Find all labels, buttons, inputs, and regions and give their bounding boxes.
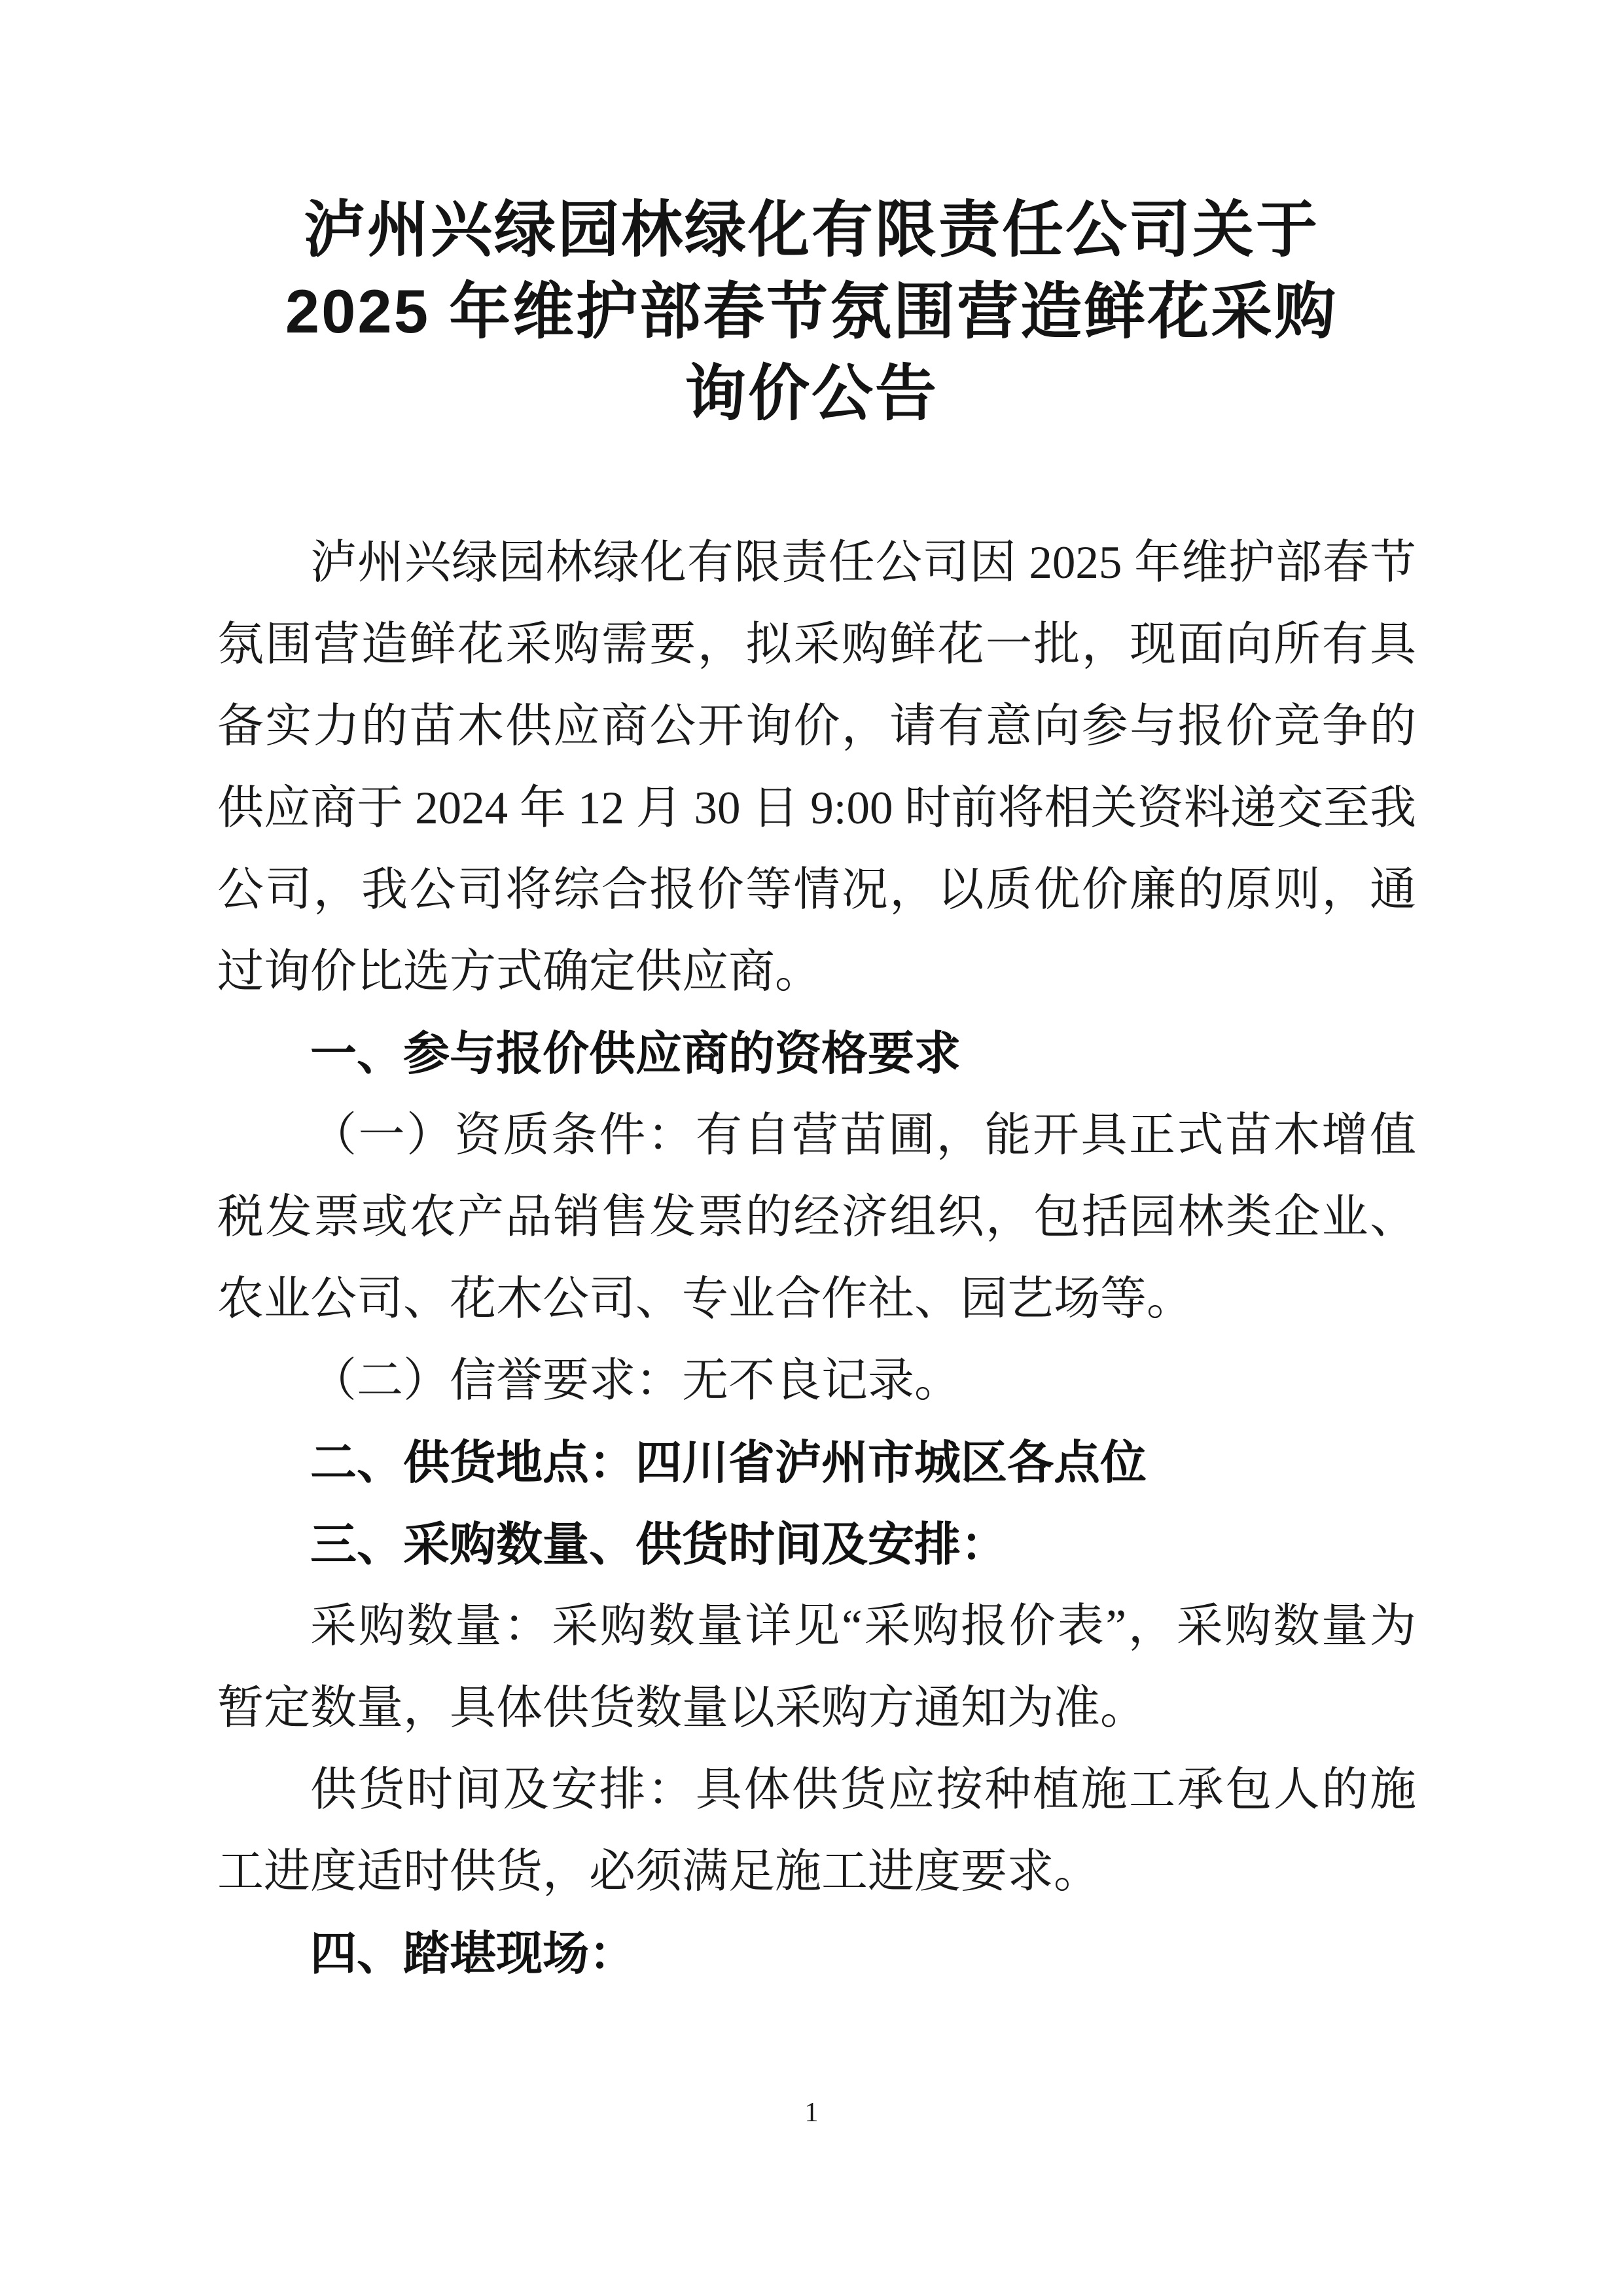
section-1-heading: 一、参与报价供应商的资格要求 [310,1028,961,1080]
title-line-1: 泸州兴绿园林绿化有限责任公司关于 [303,195,1319,264]
title-line-2: 2025 年维护部春节氛围营造鲜花采购 [285,277,1338,346]
title-line-3: 询价公告 [684,359,938,427]
section-1-item-qualification: （一）资质条件：有自营苗圃，能开具正式苗木增值税发票或农产品销售发票的经济组织，包括园林类企业、农业公司、花木公司、专业合作社、园艺场等。 [217,1110,1416,1325]
document-body [217,522,1416,1995]
section-4-heading: 四、踏堪现场： [310,1928,636,1980]
section-3-schedule-paragraph: 供货时间及安排：具体供货应按种植施工承包人的施工进度适时供货，必须满足施工进度要求。 [217,1765,1416,1897]
section-1-item-credit: （二）信誉要求：无不良记录。 [310,1355,961,1407]
section-3-quantity-paragraph: 采购数量：采购数量详见“采购报价表”，采购数量为暂定数量，具体供货数量以采购方通知为准。 [217,1601,1416,1734]
intro-paragraph: 泸州兴绿园林绿化有限责任公司因 2025 年维护部春节氛围营造鲜花采购需要，拟采购鲜花一批，现面向所有具备实力的苗木供应商公开询价，请有意向参与报价竞争的供应商于 2024 年 12 月 30 日 9:00 时前将相关资料递交至我公司，我公司将综合报价等情况，以质优价廉的原则，通过询价比选方式确定供应商。 [217,537,1416,997]
page-number: 1 [804,2098,819,2128]
section-3-heading: 三、采购数量、供货时间及安排： [310,1519,1008,1571]
page-footer [0,2093,1623,2132]
document-title [105,188,1518,434]
section-2-heading: 二、供货地点：四川省泸州市城区各点位 [310,1437,1147,1489]
